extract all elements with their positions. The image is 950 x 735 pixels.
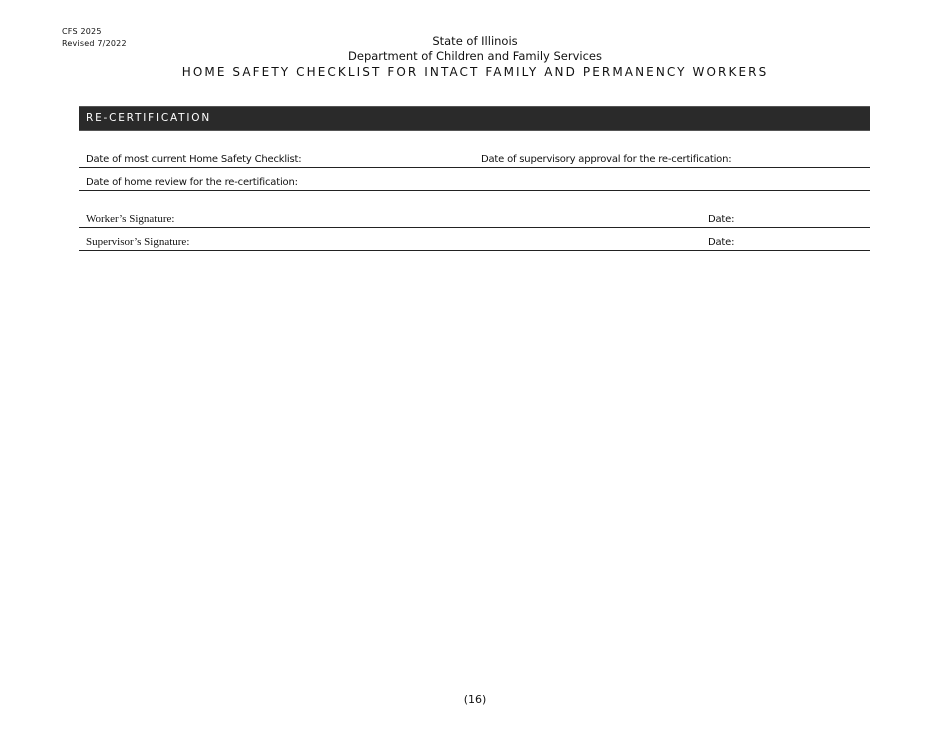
worker-signature-label: Worker’s Signature: [86, 213, 175, 225]
department-name: Department of Children and Family Services [348, 49, 602, 63]
worker-signature-row[interactable] [79, 209, 870, 228]
current-checklist-date-label: Date of most current Home Safety Checklist: [86, 154, 302, 165]
supervisor-signature-row[interactable] [79, 232, 870, 251]
supervisory-approval-date-label: Date of supervisory approval for the re-certification: [481, 154, 732, 165]
form-number: CFS 2025 [62, 27, 102, 36]
page-number: (16) [463, 693, 487, 706]
section-header: RE-CERTIFICATION [79, 106, 870, 131]
state-name: State of Illinois [432, 34, 518, 48]
worker-date-label: Date: [708, 214, 735, 225]
current-checklist-row[interactable] [79, 149, 870, 168]
supervisor-date-label: Date: [708, 237, 735, 248]
recertification-section [79, 106, 870, 131]
supervisor-signature-label: Supervisor’s Signature: [86, 236, 190, 248]
home-review-row[interactable] [79, 172, 870, 191]
form-revised-date: Revised 7/2022 [62, 39, 127, 48]
document-title: HOME SAFETY CHECKLIST FOR INTACT FAMILY AND PERMANENCY WORKERS [181, 65, 769, 79]
home-review-date-label: Date of home review for the re-certification: [86, 177, 298, 188]
document-header [0, 34, 950, 81]
